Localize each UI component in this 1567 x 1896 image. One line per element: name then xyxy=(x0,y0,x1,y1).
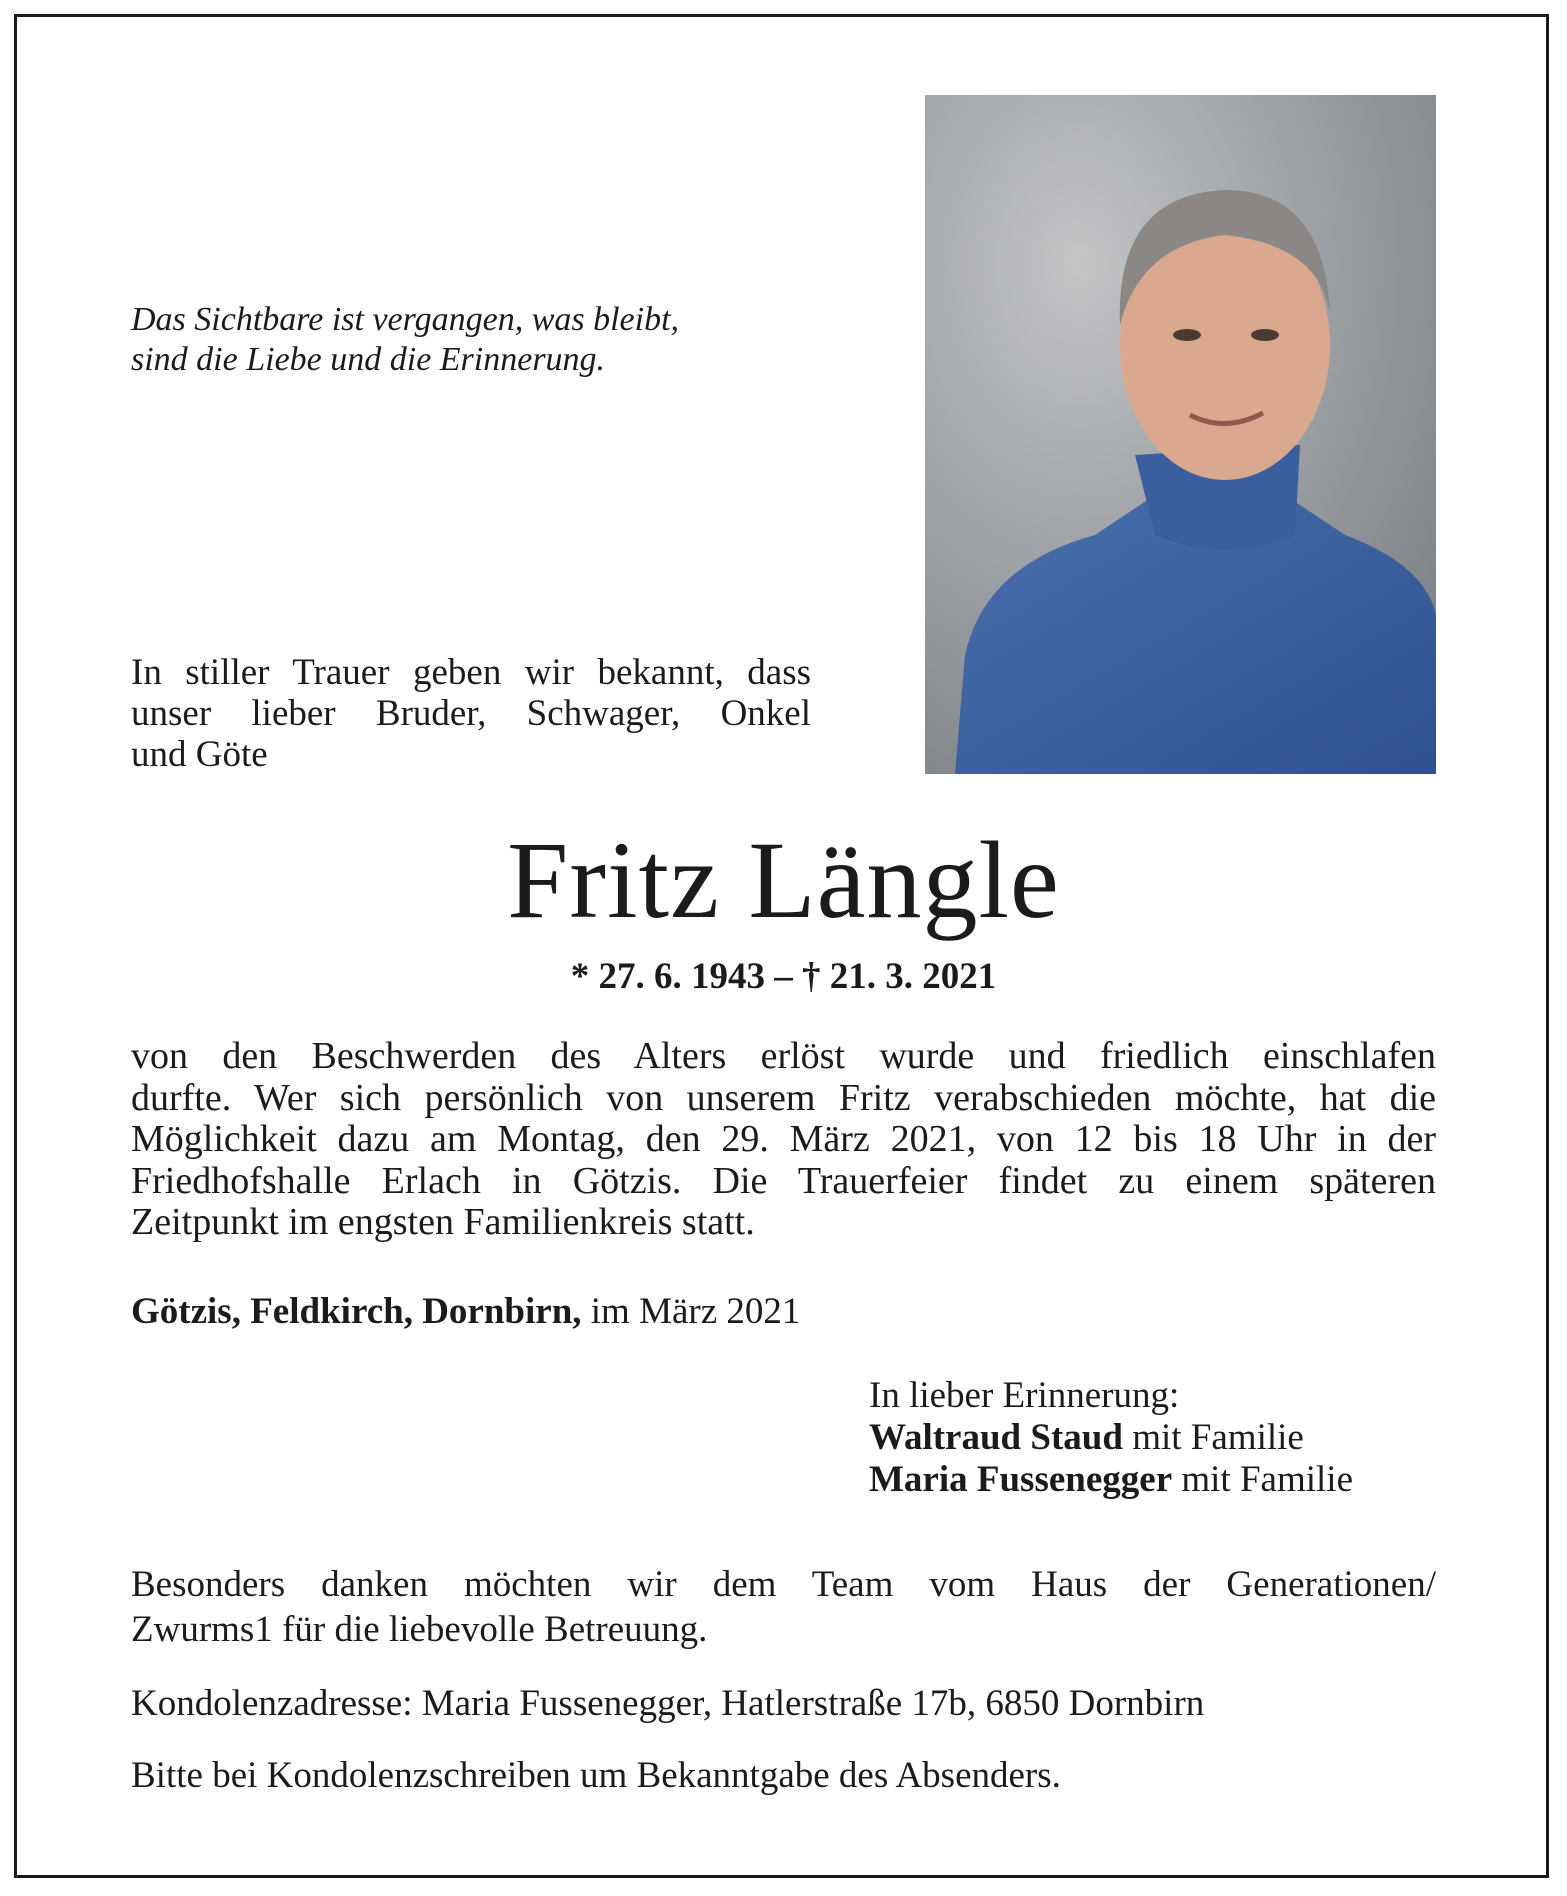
condolence-address: Kondolenzadresse: Maria Fussenegger, Hatlerstraße 17b, 6850 Dornbirn xyxy=(131,1683,1205,1724)
intro-line: und Göte xyxy=(131,734,268,775)
signer-suffix: mit Familie xyxy=(1122,1417,1304,1458)
body-line: von den Beschwerden des Alters erlöst wurde und friedlich einschlafen xyxy=(131,1035,1436,1077)
thanks-line: Besonders danken möchten wir dem Team vom Haus der Generationen/ xyxy=(131,1564,1436,1605)
portrait-image xyxy=(925,95,1436,774)
signer-name: Maria Fussenegger xyxy=(869,1459,1173,1500)
body-line: Friedhofshalle Erlach in Götzis. Die Trauerfeier findet zu einem späteren xyxy=(131,1159,1436,1202)
place-date-line xyxy=(131,1290,800,1333)
announcement-intro xyxy=(131,652,811,775)
thanks-line: Zwurms1 für die liebevolle Betreuung. xyxy=(131,1609,708,1650)
intro-line: unser lieber Bruder, Schwager, Onkel xyxy=(131,693,811,734)
places: Götzis, Feldkirch, Dornbirn, xyxy=(131,1291,582,1332)
life-dates: * 27. 6. 1943 – † 21. 3. 2021 xyxy=(570,956,997,997)
condolence-note: Bitte bei Kondolenzschreiben um Bekanntgabe des Absenders. xyxy=(131,1755,1061,1796)
signer-name: Waltraud Staud xyxy=(869,1417,1123,1458)
body-line: durfte. Wer sich persönlich von unserem Fritz verabschieden möchte, hat die xyxy=(131,1076,1436,1119)
announcement-body xyxy=(131,1036,1436,1244)
body-line: Möglichkeit dazu am Montag, den 29. März 2021, von 12 bis 18 Uhr in der xyxy=(131,1118,1436,1160)
memorial-quote xyxy=(131,300,679,380)
portrait-photo xyxy=(925,95,1436,774)
deceased-name: Fritz Längle xyxy=(507,819,1060,941)
quote-line: Das Sichtbare ist vergangen, was bleibt, xyxy=(131,301,680,338)
signatures xyxy=(869,1375,1353,1501)
signer-suffix: mit Familie xyxy=(1172,1459,1354,1500)
quote-line: sind die Liebe und die Erinnerung. xyxy=(131,341,606,378)
month-year: im März 2021 xyxy=(581,1291,801,1332)
signature-heading: In lieber Erinnerung: xyxy=(869,1375,1180,1416)
body-line: Zeitpunkt im engsten Familienkreis statt. xyxy=(131,1201,755,1243)
signature-entry xyxy=(869,1417,1353,1459)
thanks-text xyxy=(131,1562,1436,1652)
signature-entry xyxy=(869,1459,1353,1501)
intro-line: In stiller Trauer geben wir bekannt, dass xyxy=(131,652,811,693)
